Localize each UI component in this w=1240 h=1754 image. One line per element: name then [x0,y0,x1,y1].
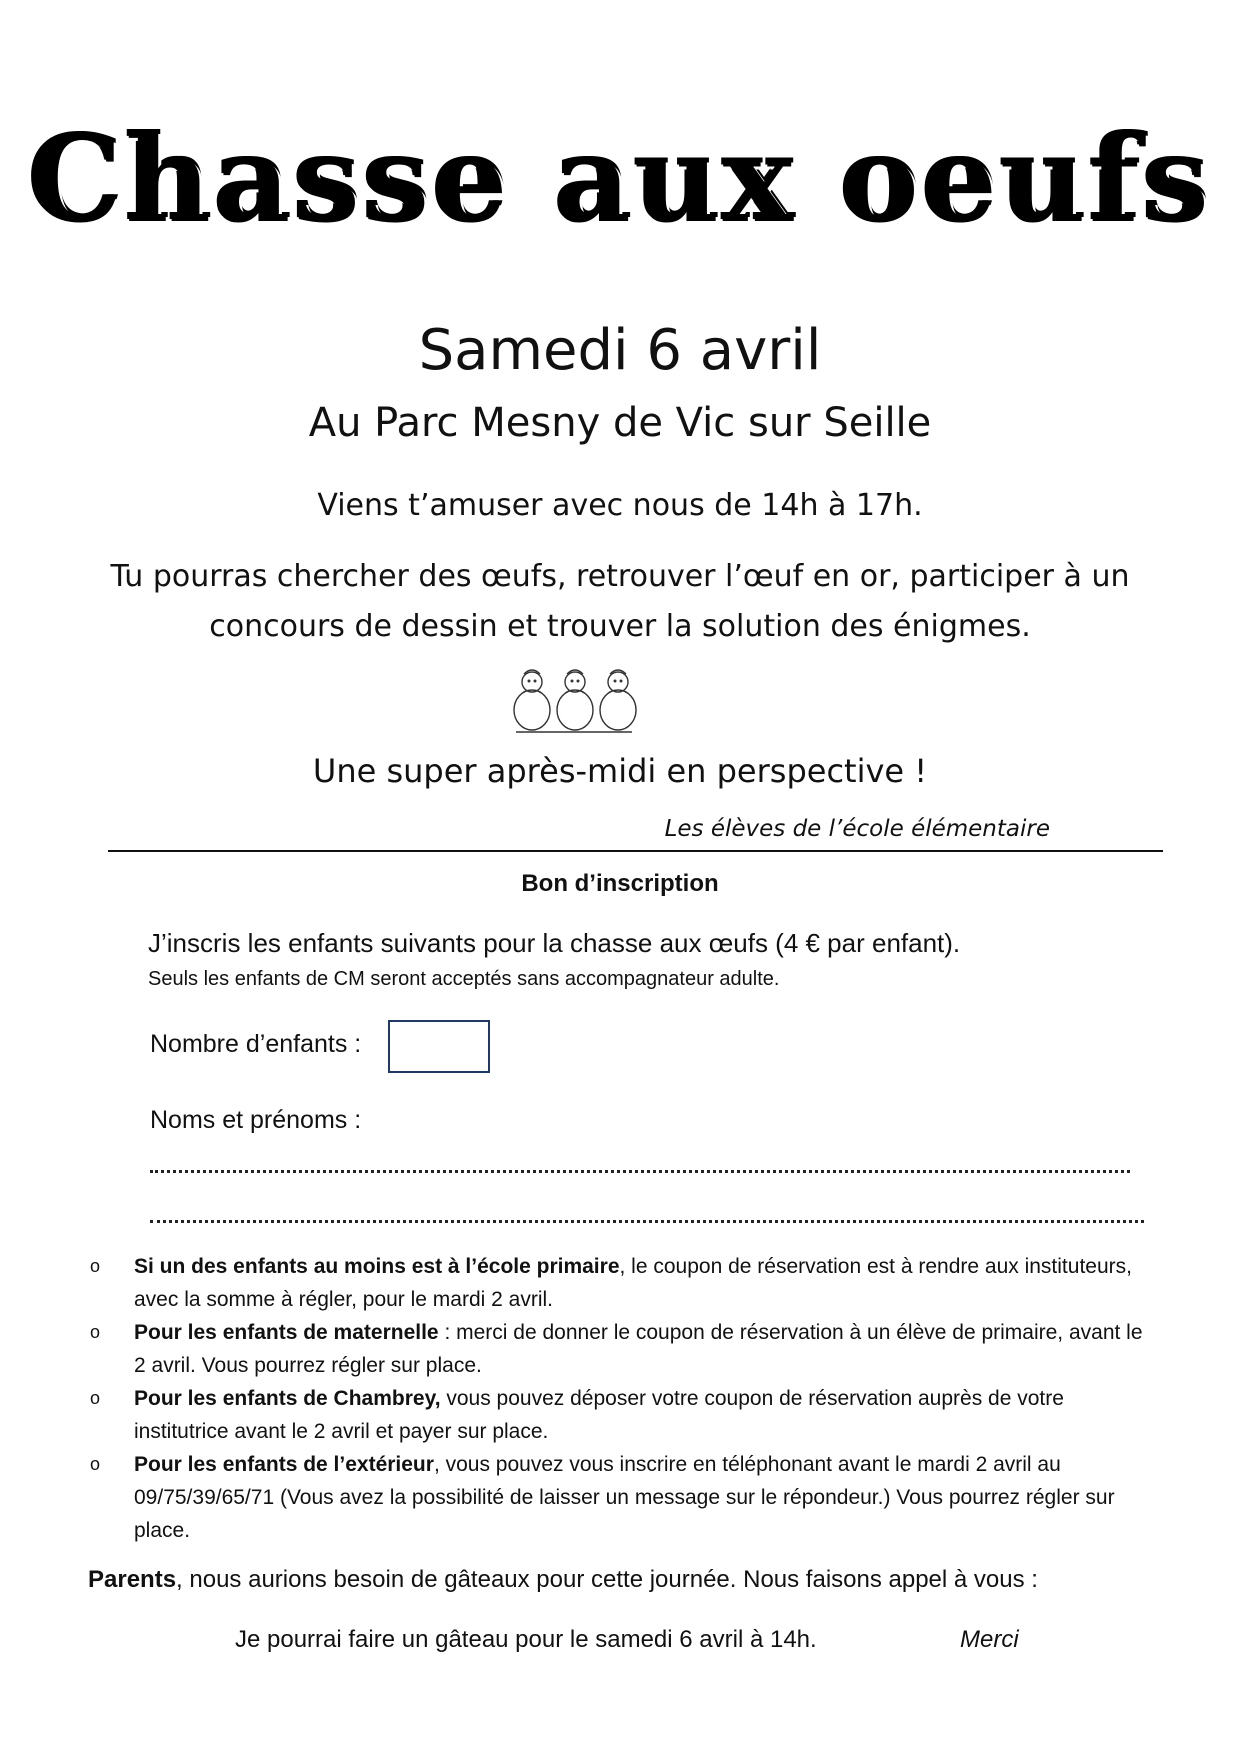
info-item-chambrey [90,1382,1150,1448]
info-text: vous pouvez déposer votre coupon de réservation auprès de votre institutrice avant le 2 avril et payer sur place. [134,1387,1064,1443]
coupon-title: Bon d’inscription [521,870,719,897]
info-lead: Pour les enfants de Chambrey, [134,1387,441,1410]
parents-text: , nous aurions besoin de gâteaux pour cette journée. Nous faisons appel à vous : [176,1566,1038,1593]
info-lead: Si un des enfants au moins est à l’école primaire [134,1255,620,1278]
children-count-label: Nombre d’enfants : [150,1030,362,1058]
info-item-primary [90,1250,1150,1316]
info-item-exterieur [90,1448,1150,1547]
parents-lead: Parents [88,1566,177,1593]
info-text: : merci de donner le coupon de réservation à un élève de primaire, avant le 2 avril. Vous pourrez régler sur place. [134,1321,1143,1377]
cm-note: Seuls les enfants de CM seront acceptés sans accompagnateur adulte. [148,968,780,990]
easter-chicks-icon [510,664,640,736]
signature: Les élèves de l’école élémentaire [664,816,1050,842]
event-activities: Tu pourras chercher des œufs, retrouver l’œuf en or, participer à un concours de dessin et trouver la solution des énigmes. [110,559,1130,644]
bullet: o [90,1388,101,1408]
info-text: , le coupon de réservation est à rendre aux instituteurs, avec la somme à régler, pour le mardi 2 avril. [134,1255,1132,1311]
parents-request [88,1566,1038,1594]
tagline: Une super après-midi en perspective ! [312,752,928,790]
event-place: Au Parc Mesny de Vic sur Seille [308,400,932,446]
poster-title: Chasse aux oeufs [28,110,1212,249]
event-hours: Viens t’amuser avec nous de 14h à 17h. [317,488,923,523]
bullet: o [90,1256,101,1276]
divider [108,850,1163,852]
info-lead: Pour les enfants de l’extérieur [134,1453,434,1476]
info-list [90,1250,1150,1547]
names-label: Noms et prénoms : [150,1106,362,1134]
merci-text: Merci [960,1626,1019,1653]
enroll-text: J’inscris les enfants suivants pour la chasse aux œufs (4 € par enfant). [148,928,961,958]
bullet: o [90,1322,101,1342]
bullet: o [90,1454,101,1474]
cake-line: Je pourrai faire un gâteau pour le samedi 6 avril à 14h. [235,1626,817,1653]
info-text: , vous pouvez vous inscrire en téléphonant avant le mardi 2 avril au 09/75/39/65/71 (Vous avez la possibilité de laisser un message sur le répondeur.) Vous pourrez régler sur place. [134,1453,1115,1542]
info-lead: Pour les enfants de maternelle [134,1321,439,1344]
names-line-1[interactable] [150,1170,1130,1173]
names-line-2[interactable] [150,1220,1144,1223]
info-item-maternelle [90,1316,1150,1382]
children-count-field[interactable] [388,1020,490,1073]
event-date: Samedi 6 avril [418,318,822,383]
